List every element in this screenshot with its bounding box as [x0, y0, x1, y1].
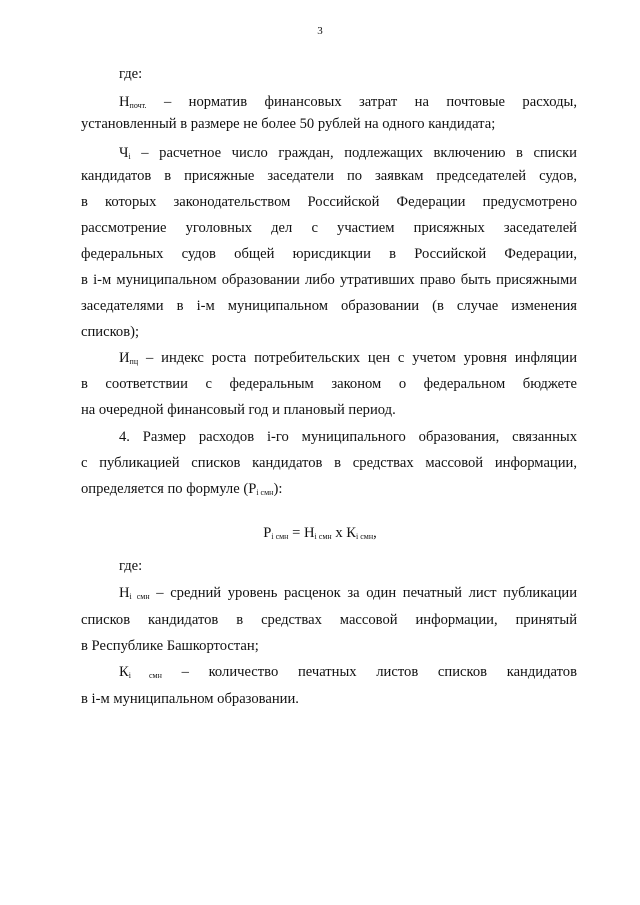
h-ismn-line-3: в Республике Башкортостан; — [81, 638, 259, 654]
i-pts-text-1: – индекс роста потребительских цен с учетом уровня инфляции — [138, 350, 577, 366]
i-pts-subscript: пц — [129, 357, 139, 366]
ch-i-text-1: – расчетное число граждан, подлежащих включению в списки — [130, 145, 577, 161]
item4-formula-prefix: определяется по формуле (Р — [81, 481, 257, 497]
k-ismn-symbol: К — [119, 664, 129, 680]
k-ismn-text-1: – количество печатных листов списков кандидатов — [161, 664, 577, 680]
n-post-subscript: почт. — [129, 101, 147, 110]
ch-i-line-3: в которых законодательством Российской Федерации предусмотрено — [81, 194, 577, 210]
h-ismn-subscript: i смн — [129, 592, 150, 601]
k-ismn-subscript: i смн — [128, 671, 162, 680]
i-pts-line-1 — [119, 348, 577, 368]
formula-times-k: х К — [331, 525, 356, 541]
formula — [0, 523, 640, 543]
i-pts-symbol: И — [119, 350, 130, 366]
formula-end: , — [373, 525, 377, 541]
k-ismn-line-1 — [119, 662, 577, 682]
formula-p: Р — [263, 525, 272, 541]
n-post-line-1 — [119, 92, 577, 112]
where-label-1: где: — [119, 66, 143, 82]
item4-line-2: с публикацией списков кандидатов в средствах массовой информации, — [81, 455, 577, 471]
ch-i-line-2: кандидатов в присяжные заседатели по заявкам председателей судов, — [81, 168, 577, 184]
i-pts-line-2: в соответствии с федеральным законом о федеральном бюджете — [81, 376, 577, 392]
h-ismn-symbol: Н — [119, 585, 130, 601]
ch-i-line-8: списков); — [81, 324, 140, 340]
formula-h-subscript: i смн — [314, 532, 332, 541]
where-label-2: где: — [119, 558, 143, 574]
ch-i-line-6: в i-м муниципальном образовании либо утративших право быть присяжными — [81, 272, 577, 288]
ch-i-subscript: i — [128, 152, 131, 161]
h-ismn-line-1 — [119, 583, 577, 603]
ch-i-line-7: заседателями в i-м муниципальном образовании (в случае изменения — [81, 298, 577, 314]
item4-line-1: 4. Размер расходов i-го муниципального образования, связанных — [119, 429, 577, 445]
item4-formula-suffix: ): — [273, 481, 283, 497]
k-ismn-line-2: в i-м муниципальном образовании. — [81, 691, 299, 707]
n-post-symbol: Н — [119, 94, 130, 110]
i-pts-line-3: на очередной финансовый год и плановый период. — [81, 402, 396, 418]
formula-k-subscript: i смн — [356, 532, 374, 541]
formula-p-subscript: i смн — [271, 532, 289, 541]
n-post-line-2: установленный в размере не более 50 рублей на одного кандидата; — [81, 116, 496, 132]
item4-formula-subscript: i смн — [256, 488, 274, 497]
formula-eq-h: = Н — [288, 525, 315, 541]
ch-i-line-5: федеральных судов общей юрисдикции в Российской Федерации, — [81, 246, 577, 262]
ch-i-line-4: рассмотрение уголовных дел с участием присяжных заседателей — [81, 220, 577, 236]
page-number: 3 — [317, 25, 323, 37]
ch-i-line-1 — [119, 143, 577, 163]
ch-i-symbol: Ч — [119, 145, 129, 161]
h-ismn-line-2: списков кандидатов в средствах массовой информации, принятый — [81, 612, 577, 628]
h-ismn-text-1: – средний уровень расценок за один печатный лист публикации — [149, 585, 578, 601]
item4-line-3 — [81, 479, 577, 499]
n-post-text-1: – норматив финансовых затрат на почтовые расходы, — [146, 94, 577, 110]
